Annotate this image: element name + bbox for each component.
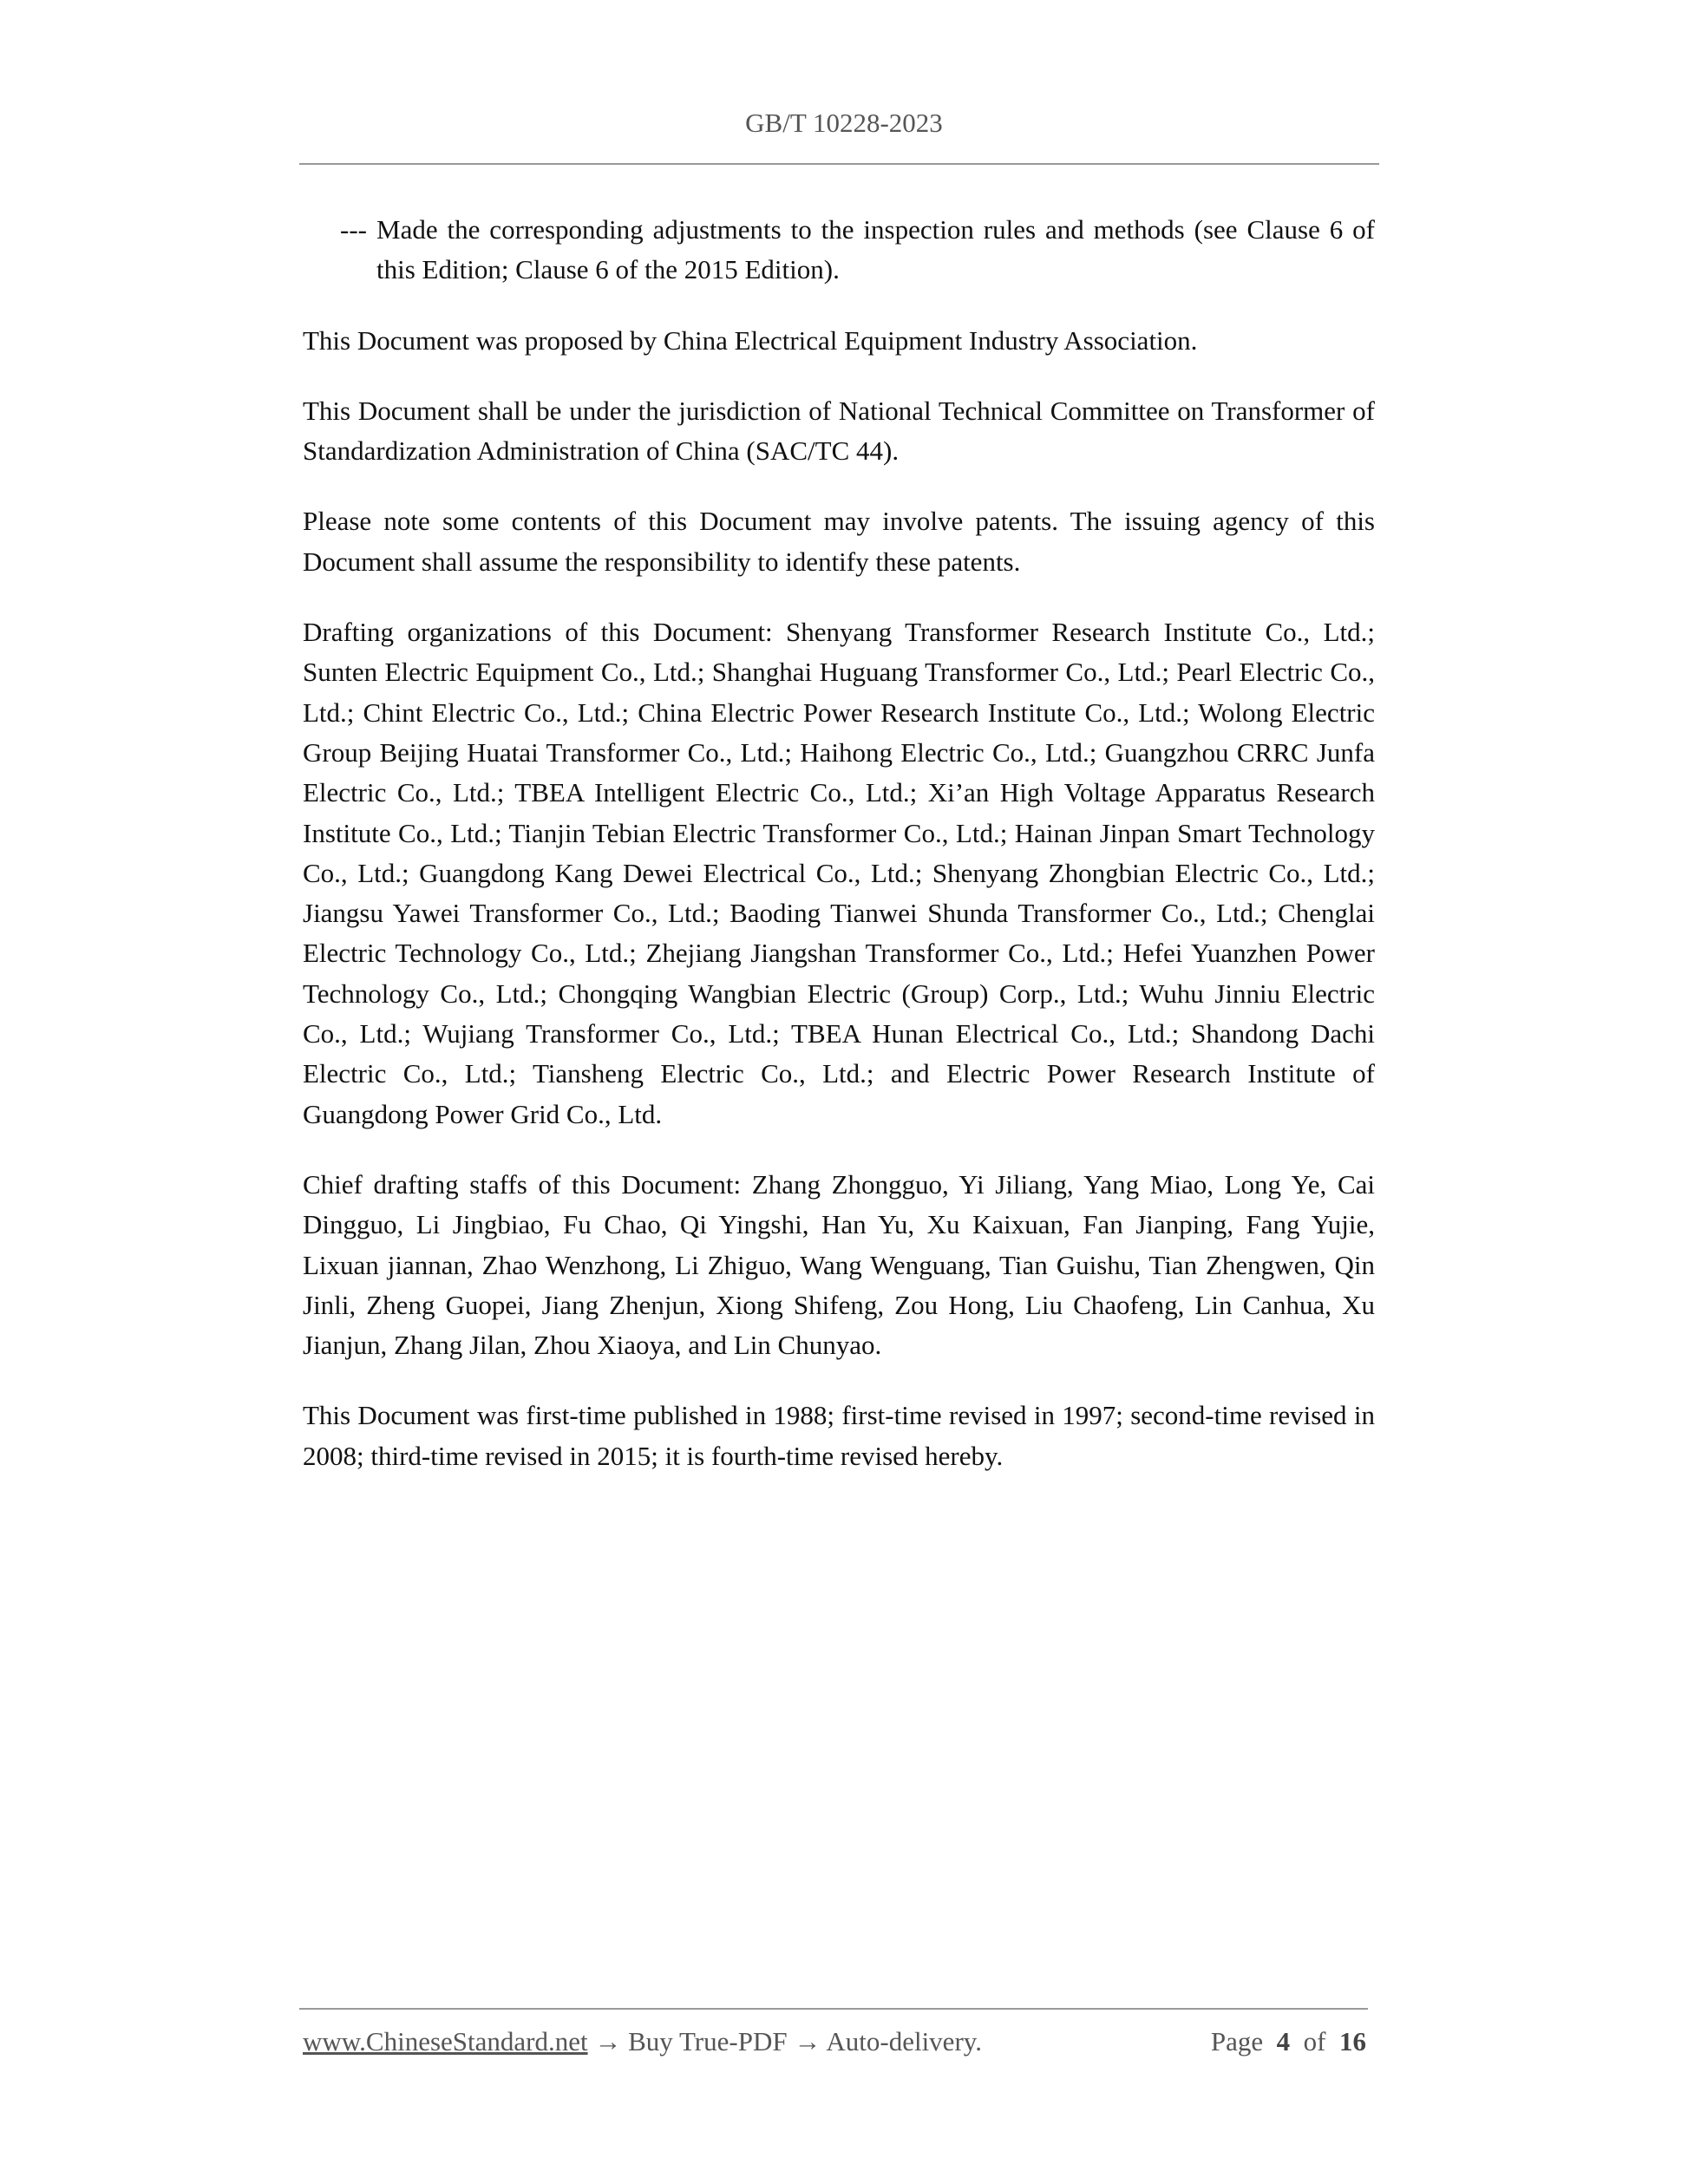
website-link[interactable]: www.ChineseStandard.net	[303, 2026, 588, 2056]
bullet-dash: ---	[340, 214, 367, 245]
page-total: 16	[1339, 2026, 1366, 2056]
page-number: 4	[1276, 2026, 1291, 2056]
bullet-item	[340, 210, 1375, 291]
page-indicator	[1211, 2026, 1366, 2057]
promo-text: → Buy True-PDF → Auto-delivery.	[587, 2026, 982, 2056]
paragraph-patents: Please note some contents of this Document may involve patents. The issuing agency of this Document shall assume the responsibility to identify these patents.	[303, 506, 1375, 577]
of-label: of	[1303, 2026, 1326, 2056]
paragraph-drafting-organizations: Drafting organizations of this Document: Shenyang Transformer Research Institute Co., Ltd.; Sunten Electric Equipment Co., Ltd.; Shanghai Huguang Transformer Co., Ltd.; Pearl Electric Co., Ltd.; Chint Electric Co., Ltd.; China Electric Power Research Institute Co., Ltd.; Wolong Electric Group Beijing Huatai Transformer Co., Ltd.; Haihong Electric Co., Ltd.; Guangzhou CRRC Junfa Electric Co., Ltd.; TBEA Intelligent Electric Co., Ltd.; Xi’an High Voltage Apparatus Research Institute Co., Ltd.; Tianjin Tebian Electric Transformer Co., Ltd.; Hainan Jinpan Smart Technology Co., Ltd.; Guangdong Kang Dewei Electrical Co., Ltd.; Shenyang Zhongbian Electric Co., Ltd.; Jiangsu Yawei Transformer Co., Ltd.; Baoding Tianwei Shunda Transformer Co., Ltd.; Chenglai Electric Technology Co., Ltd.; Zhejiang Jiangshan Transformer Co., Ltd.; Hefei Yuanzhen Power Technology Co., Ltd.; Chongqing Wangbian Electric (Group) Corp., Ltd.; Wuhu Jinniu Electric Co., Ltd.; Wujiang Transformer Co., Ltd.; TBEA Hunan Electrical Co., Ltd.; Shandong Dachi Electric Co., Ltd.; Tiansheng Electric Co., Ltd.; and Electric Power Research Institute of Guangdong Power Grid Co., Ltd.	[303, 617, 1375, 1129]
footer-divider	[299, 2008, 1368, 2010]
page-footer	[303, 2026, 1366, 2057]
footer-promo	[303, 2026, 982, 2057]
paragraph-revision-history: This Document was first-time published in 1988; first-time revised in 1997; second-time revised in 2008; third-time revised in 2015; it is fourth-time revised hereby.	[303, 1400, 1375, 1471]
paragraph-drafting-staff: Chief drafting staffs of this Document: Zhang Zhongguo, Yi Jiliang, Yang Miao, Long Ye, Cai Dingguo, Li Jingbiao, Fu Chao, Qi Yingshi, Han Yu, Xu Kaixuan, Fan Jianping, Fang Yujie, Lixuan jiannan, Zhao Wenzhong, Li Zhiguo, Wang Wenguang, Tian Guishu, Tian Zhengwen, Qin Jinli, Zheng Guopei, Jiang Zhenjun, Xiong Shifeng, Zou Hong, Liu Chaofeng, Lin Canhua, Xu Jianjun, Zhang Jilan, Zhou Xiaoya, and Lin Chunyao.	[303, 1168, 1375, 1361]
paragraph-jurisdiction: This Document shall be under the jurisdiction of National Technical Committee on Transformer of Standardization Administration of China (SAC/TC 44).	[303, 395, 1375, 467]
page-label: Page	[1210, 2026, 1264, 2056]
paragraph-proposed-by: This Document was proposed by China Electrical Equipment Industry Association.	[303, 324, 1198, 356]
document-body	[303, 210, 1375, 1507]
document-header: GB/T 10228-2023	[745, 108, 943, 138]
header-divider	[299, 163, 1379, 165]
bullet-text: Made the corresponding adjustments to the inspection rules and methods (see Clause 6 of this Edition; Clause 6 of the 2015 Edition).	[376, 214, 1375, 285]
